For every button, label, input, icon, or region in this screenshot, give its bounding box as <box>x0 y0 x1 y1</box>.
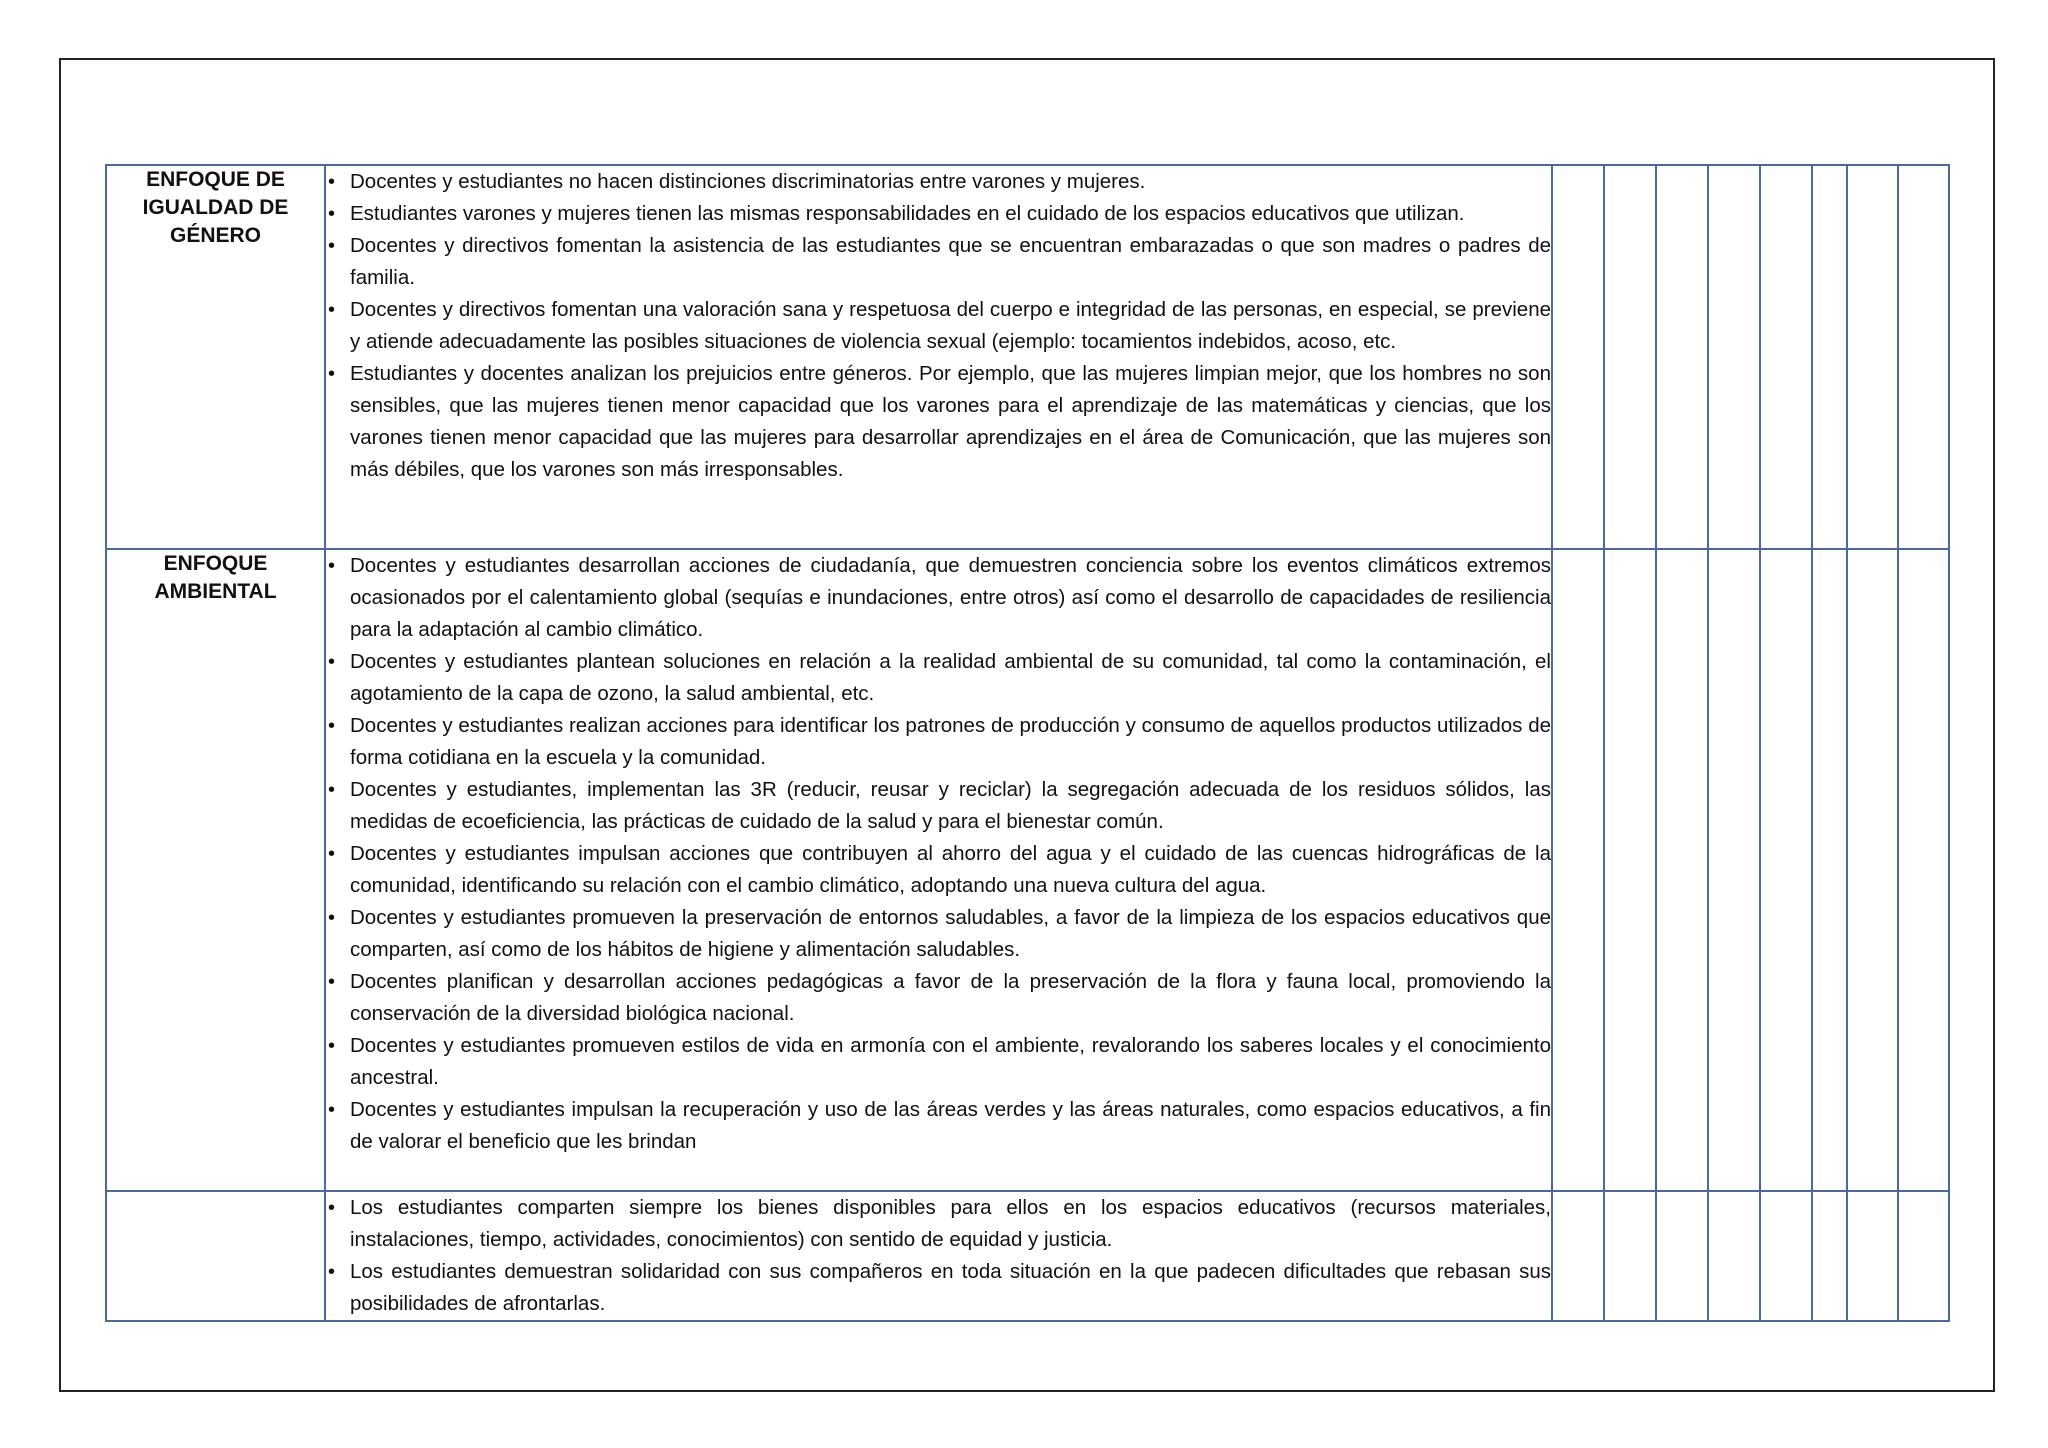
list-item: • Los estudiantes comparten siempre los bienes disponibles para ellos en los espacios educativos (recursos materiales, instalaciones, tiempo, actividades, conocimientos) con sentido de equidad y justicia. <box>326 1192 1551 1256</box>
indicator-cell <box>325 165 1552 549</box>
indicator-cell <box>325 1191 1552 1321</box>
list-item: • Docentes y directivos fomentan la asistencia de las estudiantes que se encuentran embarazadas o que son madres o padres de familia. <box>326 230 1551 294</box>
rating-cell[interactable] <box>1847 165 1898 549</box>
bullet-icon: • <box>328 715 336 737</box>
rating-cell[interactable] <box>1656 549 1708 1191</box>
list-item: • Docentes y estudiantes, implementan las 3R (reducir, reusar y reciclar) la segregación adecuada de los residuos sólidos, las medidas de ecoeficiencia, las prácticas de cuidado de la salud y para el bienestar común. <box>326 774 1551 838</box>
list-item: • Los estudiantes demuestran solidaridad con sus compañeros en toda situación en la que padecen dificultades que rebasan sus posibilidades de afrontarlas. <box>326 1256 1551 1320</box>
bullet-icon: • <box>328 299 336 321</box>
bullet-icon: • <box>328 1197 336 1219</box>
rating-cell[interactable] <box>1708 165 1760 549</box>
rating-cell[interactable] <box>1552 549 1604 1191</box>
bullet-icon: • <box>328 779 336 801</box>
rating-cell[interactable] <box>1552 1191 1604 1321</box>
rating-cell[interactable] <box>1898 1191 1949 1321</box>
table-row <box>106 165 1949 549</box>
rating-cell[interactable] <box>1812 165 1847 549</box>
list-item: • Docentes y estudiantes promueven estilos de vida en armonía con el ambiente, revalorando los saberes locales y el conocimiento ancestral. <box>326 1030 1551 1094</box>
rating-cell[interactable] <box>1760 549 1812 1191</box>
rating-cell[interactable] <box>1760 1191 1812 1321</box>
rating-cell[interactable] <box>1656 165 1708 549</box>
list-item: • Docentes y estudiantes desarrollan acciones de ciudadanía, que demuestren conciencia sobre los eventos climáticos extremos ocasionados por el calentamiento global (sequías e inundaciones, entre otros) así como el desarrollo de capacidades de resiliencia para la adaptación al cambio climático. <box>326 550 1551 646</box>
list-item: • Docentes y estudiantes promueven la preservación de entornos saludables, a favor de la limpieza de los espacios educativos que comparten, así como de los hábitos de higiene y alimentación saludables. <box>326 902 1551 966</box>
indicator-list <box>326 166 1551 486</box>
evaluation-table <box>105 164 1950 1322</box>
bullet-icon: • <box>328 971 336 993</box>
indicator-cell <box>325 549 1552 1191</box>
list-item: • Docentes y estudiantes impulsan la recuperación y uso de las áreas verdes y las áreas naturales, como espacios educativos, a fin de valorar el beneficio que les brindan <box>326 1094 1551 1158</box>
bullet-icon: • <box>328 1261 336 1283</box>
bullet-icon: • <box>328 171 336 193</box>
rating-cell[interactable] <box>1847 1191 1898 1321</box>
list-item: • Estudiantes varones y mujeres tienen las mismas responsabilidades en el cuidado de los espacios educativos que utilizan. <box>326 198 1551 230</box>
list-item: • Docentes y estudiantes impulsan acciones que contribuyen al ahorro del agua y el cuidado de las cuencas hidrográficas de la comunidad, identificando su relación con el cambio climático, adoptando una nueva cultura del agua. <box>326 838 1551 902</box>
rating-cell[interactable] <box>1812 549 1847 1191</box>
enfoque-label-ambiental: ENFOQUE AMBIENTAL <box>106 549 325 1191</box>
list-item: • Docentes y estudiantes plantean soluciones en relación a la realidad ambiental de su comunidad, tal como la contaminación, el agotamiento de la capa de ozono, la salud ambiental, etc. <box>326 646 1551 710</box>
list-item: • Docentes y estudiantes realizan acciones para identificar los patrones de producción y consumo de aquellos productos utilizados de forma cotidiana en la escuela y la comunidad. <box>326 710 1551 774</box>
rating-cell[interactable] <box>1708 549 1760 1191</box>
rating-cell[interactable] <box>1552 165 1604 549</box>
rating-cell[interactable] <box>1656 1191 1708 1321</box>
bullet-icon: • <box>328 1099 336 1121</box>
enfoque-label-empty <box>106 1191 325 1321</box>
indicator-list <box>326 550 1551 1158</box>
rating-cell[interactable] <box>1604 165 1656 549</box>
list-item: • Docentes planifican y desarrollan acciones pedagógicas a favor de la preservación de la flora y fauna local, promoviendo la conservación de la diversidad biológica nacional. <box>326 966 1551 1030</box>
bullet-icon: • <box>328 907 336 929</box>
bullet-icon: • <box>328 843 336 865</box>
enfoque-label-igualdad-genero: ENFOQUE DE IGUALDAD DE GÉNERO <box>106 165 325 549</box>
list-item: • Docentes y estudiantes no hacen distinciones discriminatorias entre varones y mujeres. <box>326 166 1551 198</box>
list-item: • Estudiantes y docentes analizan los prejuicios entre géneros. Por ejemplo, que las mujeres limpian mejor, que los hombres no son sensibles, que las mujeres tienen menor capacidad que los varones para el aprendizaje de las matemáticas y ciencias, que los varones tienen menor capacidad que las mujeres para desarrollar aprendizajes en el área de Comunicación, que las mujeres son más débiles, que los varones son más irresponsables. <box>326 358 1551 486</box>
bullet-icon: • <box>328 651 336 673</box>
rating-cell[interactable] <box>1898 165 1949 549</box>
rating-cell[interactable] <box>1604 1191 1656 1321</box>
list-item: • Docentes y directivos fomentan una valoración sana y respetuosa del cuerpo e integridad de las personas, en especial, se previene y atiende adecuadamente las posibles situaciones de violencia sexual (ejemplo: tocamientos indebidos, acoso, etc. <box>326 294 1551 358</box>
bullet-icon: • <box>328 1035 336 1057</box>
bullet-icon: • <box>328 203 336 225</box>
table-row <box>106 549 1949 1191</box>
table-row <box>106 1191 1949 1321</box>
bullet-icon: • <box>328 555 336 577</box>
bullet-icon: • <box>328 235 336 257</box>
rating-cell[interactable] <box>1760 165 1812 549</box>
rating-cell[interactable] <box>1898 549 1949 1191</box>
bullet-icon: • <box>328 363 336 385</box>
rating-cell[interactable] <box>1847 549 1898 1191</box>
rating-cell[interactable] <box>1604 549 1656 1191</box>
rating-cell[interactable] <box>1812 1191 1847 1321</box>
rating-cell[interactable] <box>1708 1191 1760 1321</box>
indicator-list <box>326 1192 1551 1320</box>
